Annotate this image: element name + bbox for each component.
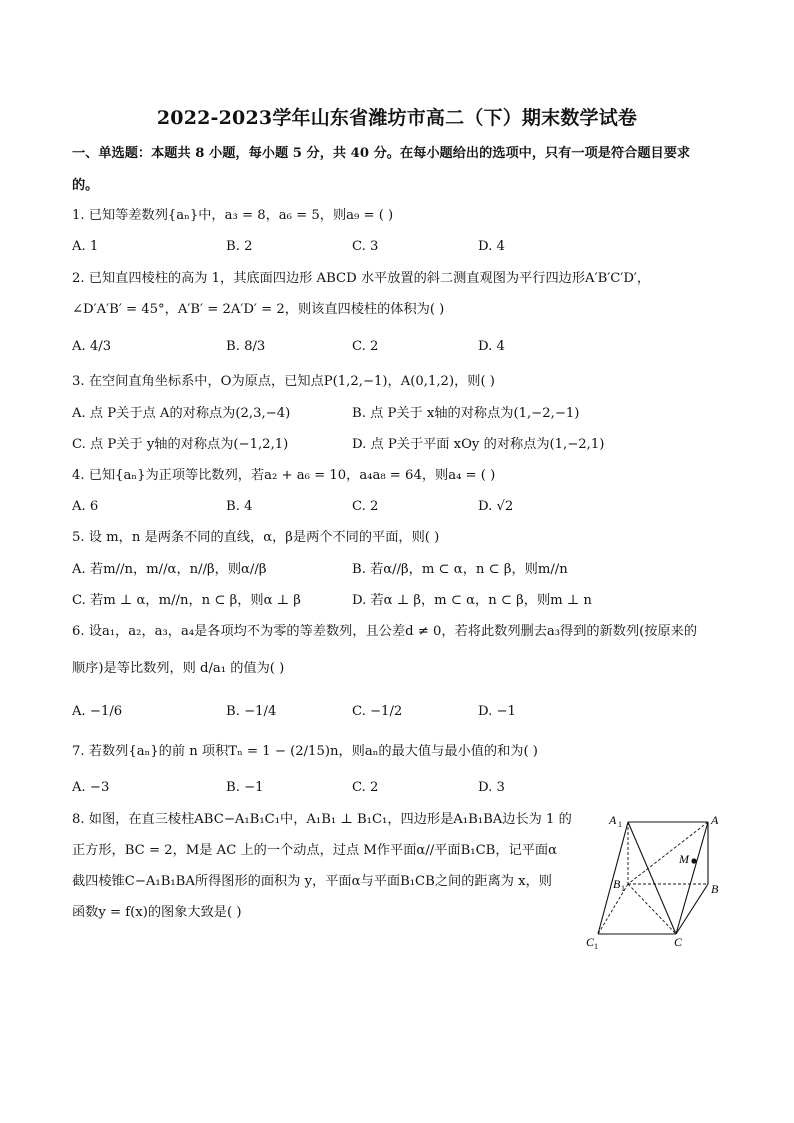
question-8-stem-line-3: 截四棱锥C−A₁B₁BA所得图形的面积为 y，平面α与平面B₁CB之间的距离为 x，则 bbox=[72, 874, 552, 889]
question-6-stem-line-2: 顺序)是等比数列，则 d/a₁ 的值为( ) bbox=[72, 661, 285, 676]
point-m-marker bbox=[691, 858, 696, 863]
question-5-option-a: A. 若m//n，m//α，n//β，则α//β bbox=[72, 562, 267, 577]
question-7-option-c: C. 2 bbox=[352, 780, 379, 795]
section-heading-line-1: 一、单选题：本题共 8 小题，每小题 5 分，共 40 分。在每小题给出的选项中，只有一项是符合题目要求 bbox=[72, 146, 691, 161]
question-2-stem-line-2: ∠D′A′B′ = 45°，A′B′ = 2A′D′ = 2，则该直四棱柱的体积为( ) bbox=[72, 302, 445, 317]
label-c1: C bbox=[586, 935, 595, 949]
question-6-option-c: C. −1/2 bbox=[352, 704, 403, 719]
question-5-option-c: C. 若m ⊥ α，m//n，n ⊂ β，则α ⊥ β bbox=[72, 593, 301, 608]
section-heading-line-2: 的。 bbox=[72, 178, 99, 193]
question-2-option-a: A. 4/3 bbox=[72, 339, 112, 354]
label-m: M bbox=[679, 852, 689, 866]
question-8-stem-line-1: 8. 如图，在直三棱柱ABC−A₁B₁C₁中，A₁B₁ ⊥ B₁C₁，四边形是A₁B₁BA边长为 1 的 bbox=[72, 812, 572, 827]
label-c1-sub: 1 bbox=[594, 942, 598, 951]
question-8-stem-line-4: 函数y = f(x)的图象大致是( ) bbox=[72, 905, 242, 920]
prism-figure bbox=[578, 806, 728, 956]
question-5-option-b: B. 若α//β，m ⊂ α，n ⊂ β，则m//n bbox=[352, 562, 568, 577]
question-6-option-a: A. −1/6 bbox=[72, 704, 123, 719]
question-3-stem: 3. 在空间直角坐标系中，O为原点，已知点P(1,2,−1)，A(0,1,2)，则( ) bbox=[72, 374, 495, 389]
question-4-option-c: C. 2 bbox=[352, 499, 379, 514]
label-a1: A bbox=[609, 813, 617, 827]
question-5-stem: 5. 设 m，n 是两条不同的直线，α，β是两个不同的平面，则( ) bbox=[72, 530, 440, 545]
question-2-option-d: D. 4 bbox=[478, 339, 505, 354]
question-6-stem-line-1: 6. 设a₁，a₂，a₃，a₄是各项均不为零的等差数列，且公差d ≠ 0，若将此数列删去a₃得到的新数列(按原来的 bbox=[72, 624, 698, 639]
question-1-stem: 1. 已知等差数列{aₙ}中，a₃ = 8，a₆ = 5，则a₉ = ( ) bbox=[72, 208, 394, 223]
question-1-option-b: B. 2 bbox=[226, 239, 253, 254]
label-b1-sub: 1 bbox=[621, 884, 625, 893]
label-b: B bbox=[711, 882, 719, 896]
question-3-option-a: A. 点 P关于点 A的对称点为(2,3,−4) bbox=[72, 406, 291, 421]
question-1-option-c: C. 3 bbox=[352, 239, 379, 254]
question-8-stem-line-2: 正方形，BC = 2，M是 AC 上的一个动点，过点 M作平面α//平面B₁CB，记平面α bbox=[72, 843, 557, 858]
question-1-option-d: D. 4 bbox=[478, 239, 505, 254]
question-2-option-b: B. 8/3 bbox=[226, 339, 266, 354]
question-3-option-d: D. 点 P关于平面 xOy 的对称点为(1,−2,1) bbox=[352, 437, 605, 452]
question-3-option-c: C. 点 P关于 y轴的对称点为(−1,2,1) bbox=[72, 437, 289, 452]
question-4-stem: 4. 已知{aₙ}为正项等比数列，若a₂ + a₆ = 10，a₄a₈ = 64，则a₄ = ( ) bbox=[72, 468, 496, 483]
question-6-option-d: D. −1 bbox=[478, 704, 516, 719]
question-7-option-b: B. −1 bbox=[226, 780, 264, 795]
label-a: A bbox=[711, 813, 719, 827]
question-1-option-a: A. 1 bbox=[72, 239, 99, 254]
question-6-option-b: B. −1/4 bbox=[226, 704, 277, 719]
question-5-option-d: D. 若α ⊥ β，m ⊂ α，n ⊂ β，则m ⊥ n bbox=[352, 593, 592, 608]
exam-title: 2022-2023学年山东省潍坊市高二（下）期末数学试卷 bbox=[156, 107, 638, 129]
label-a1-sub: 1 bbox=[618, 820, 622, 829]
question-7-option-a: A. −3 bbox=[72, 780, 110, 795]
question-4-option-d: D. √2 bbox=[478, 499, 514, 514]
question-2-stem-line-1: 2. 已知直四棱柱的高为 1，其底面四边形 ABCD 水平放置的斜二测直观图为平行四边形A′B′C′D′， bbox=[72, 271, 651, 286]
question-7-stem: 7. 若数列{aₙ}的前 n 项积Tₙ = 1 − (2/15)n，则aₙ的最大值与最小值的和为( ) bbox=[72, 744, 538, 759]
question-2-option-c: C. 2 bbox=[352, 339, 379, 354]
question-3-option-b: B. 点 P关于 x轴的对称点为(1,−2,−1) bbox=[352, 406, 580, 421]
label-b1: B bbox=[613, 877, 621, 891]
question-4-option-b: B. 4 bbox=[226, 499, 253, 514]
question-4-option-a: A. 6 bbox=[72, 499, 99, 514]
label-c: C bbox=[674, 935, 683, 949]
question-7-option-d: D. 3 bbox=[478, 780, 505, 795]
